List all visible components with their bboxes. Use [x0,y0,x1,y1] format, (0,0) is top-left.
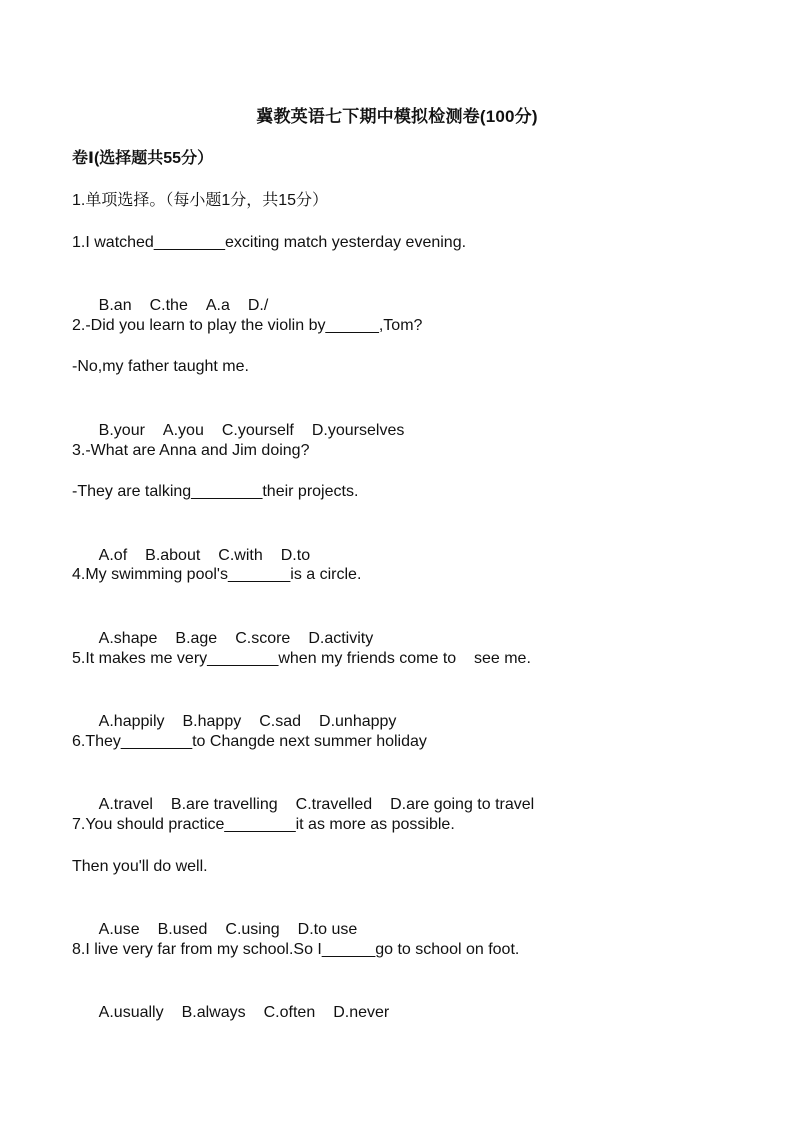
option: A.of [98,546,128,564]
question-stem: 3.-What are Anna and Jim doing? [72,441,310,459]
option: B.used [157,921,208,939]
option: C.score [235,629,291,647]
question-stem: 4.My swimming pool's_______is a circle. [72,566,362,584]
question-stem: 8.I live very far from my school.So I______go to school on foot. [72,940,520,958]
option: C.yourself [221,421,294,439]
option: C.using [225,921,280,939]
question-stem: -They are talking________their projects. [72,483,359,501]
option: C.often [263,1004,316,1022]
question-options [72,980,722,1022]
question-stem: 6.They________to Changde next summer holiday [72,732,427,750]
question-options [72,689,722,731]
question-stem: 1.I watched________exciting match yesterday evening. [72,233,467,251]
question-stem: Then you'll do well. [72,857,208,875]
option: D.never [333,1004,390,1022]
question-stem: 7.You should practice________it as more as possible. [72,815,455,833]
part-heading: 1.单项选择。（每小题1分，共15分） [72,192,329,209]
question-list [72,190,722,1022]
option: D.unhappy [319,713,397,731]
option: C.with [218,546,263,564]
option: C.the [149,297,188,315]
question-options [72,398,722,440]
option: D./ [247,297,269,315]
question-options [72,273,722,315]
option: C.travelled [295,796,373,814]
option: A.you [162,421,204,439]
section-title: 卷Ⅰ(选择题共55分） [72,150,214,167]
question-options [72,772,722,814]
option: D.yourselves [311,421,405,439]
question-stem: 2.-Did you learn to play the violin by______,Tom? [72,316,423,334]
option: D.to use [297,921,358,939]
option: D.activity [308,629,374,647]
option: A.use [98,921,140,939]
option: A.travel [98,796,153,814]
option: D.are going to travel [390,796,535,814]
question-stem: -No,my father taught me. [72,358,249,376]
option: B.about [145,546,201,564]
option: B.age [175,629,218,647]
option: C.sad [259,713,302,731]
option: A.a [205,297,230,315]
document-title: 冀教英语七下期中模拟检测卷(100分) [256,107,538,126]
option: B.are travelling [170,796,278,814]
question-stem: 5.It makes me very________when my friends come to see me. [72,649,531,667]
question-options [72,523,722,565]
option: B.an [98,297,132,315]
option: A.happily [98,713,165,731]
option: D.to [280,546,311,564]
option: A.shape [98,629,158,647]
question-options [72,897,722,939]
option: B.happy [182,713,242,731]
option: A.usually [98,1004,164,1022]
option: B.your [98,421,145,439]
question-options [72,606,722,648]
option: B.always [181,1004,246,1022]
